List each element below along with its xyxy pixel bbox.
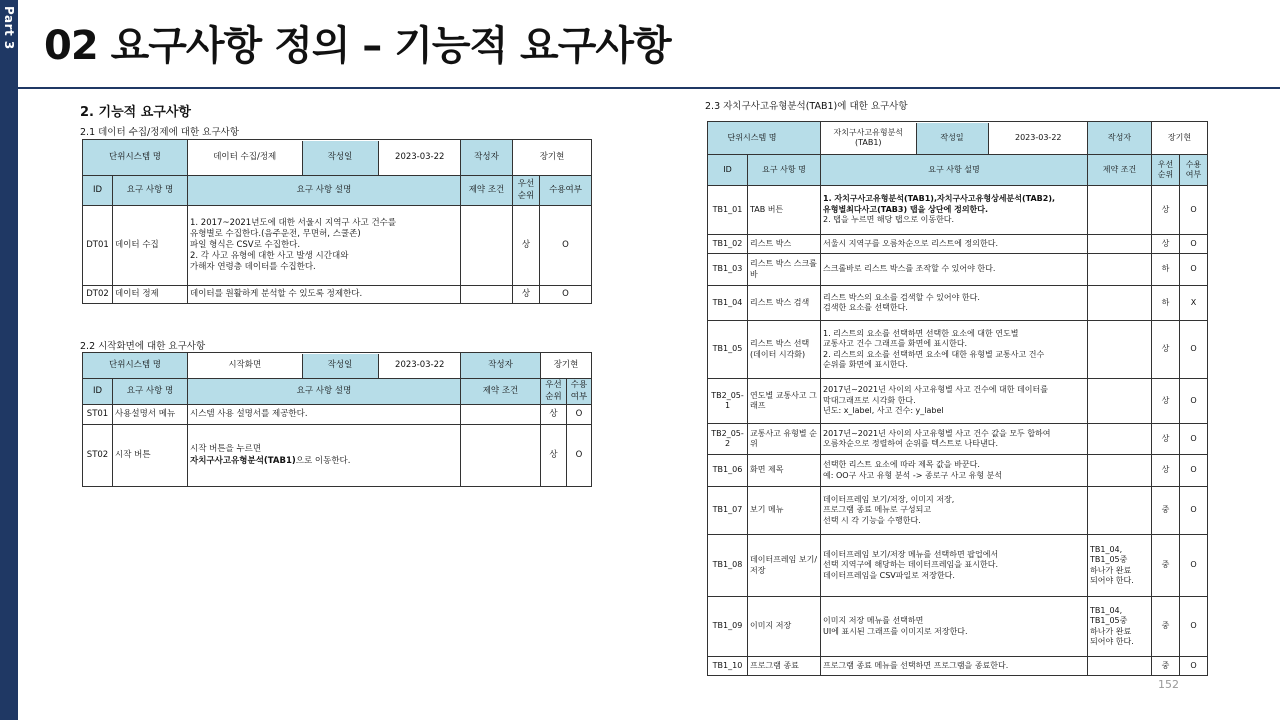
col-name: 요구 사항 명 — [113, 176, 188, 206]
table-row: TB2_05-2 교통사고 유형별 순위 2017년~2021년 사이의 사고유형별 사고 건수 값을 모두 합하여 오름차순으로 정렬하여 순위를 텍스트로 나타낸다. 상 O — [708, 424, 1208, 455]
author-value: 장기현 — [513, 140, 592, 176]
table-row: TB1_07 보기 메뉴 데이터프레임 보기/저장, 이미지 저장, 프로그램 종료 메뉴로 구성되고 선택 시 각 기능을 수행한다. 중 O — [708, 487, 1208, 535]
table-row: TB1_04 리스트 박스 검색 리스트 박스의 요소를 검색할 수 있어야 한다. 검색한 요소를 선택한다. 하 X — [708, 286, 1208, 321]
table-row: TB1_01 TAB 버튼 1. 자치구사고유형분석(TAB1),자치구사고유형상세분석(TAB2), 유형별최다사고(TAB3) 탭을 상단에 정의한다. 2. 탭을 누르면 해당 탭으로 이동한다. 상 O — [708, 186, 1208, 235]
table-row: ST02 시작 버튼 시작 버튼을 누르면 자치구사고유형분석(TAB1)으로 이동한다. 상 O — [83, 425, 592, 487]
col-desc: 요구 사항 설명 — [188, 176, 461, 206]
table-row: TB1_02 리스트 박스 서울시 지역구를 오름차순으로 리스트에 정의한다. 상 O — [708, 235, 1208, 254]
col-id: ID — [83, 176, 113, 206]
table-row: ST01 사용설명서 메뉴 시스템 사용 설명서를 제공한다. 상 O — [83, 405, 592, 425]
table-meta-row: 단위시스템 명 시작화면 작성일 2023-03-22 작성자 장기현 — [83, 353, 592, 379]
page-number: 152 — [1158, 678, 1179, 691]
table-meta-row: 단위시스템 명 자치구사고유형분석(TAB1) 작성일 2023-03-22 작성자 장기현 — [708, 122, 1208, 155]
table-header-row: ID 요구 사항 명 요구 사항 설명 제약 조건 우선 순위 수용 여부 — [708, 155, 1208, 186]
table-row: TB1_06 화면 제목 선택한 리스트 요소에 따라 제목 값을 바꾼다. 예: OO구 사고 유형 분석 -> 종로구 사고 유형 분석 상 O — [708, 455, 1208, 487]
section-heading: 2. 기능적 요구사항 — [80, 105, 191, 120]
part-label: Part 3 — [2, 6, 16, 50]
requirements-table-data — [82, 139, 592, 304]
table-header-row — [83, 176, 592, 206]
table-header-row: ID 요구 사항 명 요구 사항 설명 제약 조건 우선 순위 수용 여부 — [83, 379, 592, 405]
col-priority: 우선 순위 — [513, 176, 540, 206]
table-meta-row — [83, 140, 592, 176]
table-row: TB1_08 데이터프레임 보기/저장 데이터프레임 보기/저장 메뉴를 선택하면 팝업에서 선택 지역구에 해당하는 데이터프레임을 표시한다. 데이터프레임을 CSV파일로 저장한다. TB1_04, TB1_05중 하나가 완료 되어야 한다. 중 O — [708, 535, 1208, 597]
subheading-2-2: 2.2 시작화면에 대한 요구사항 — [80, 341, 206, 352]
table-row: TB1_10 프로그램 종료 프로그램 종료 메뉴를 선택하면 프로그램을 종료한다. 중 O — [708, 657, 1208, 676]
col-accept: 수용여부 — [540, 176, 592, 206]
table-row: TB1_03 리스트 박스 스크롤바 스크롤바로 리스트 박스를 조작할 수 있어야 한다. 하 O — [708, 254, 1208, 286]
table-row: TB2_05-1 연도별 교통사고 그래프 2017년~2021년 사이의 사고유형별 사고 건수에 대한 데이터를 막대그래프로 시각화 한다. 년도: x_label, 사고 건수: y_label 상 O — [708, 379, 1208, 424]
requirements-table-tab1 — [707, 121, 1208, 676]
table-row: TB1_09 이미지 저장 이미지 저장 메뉴를 선택하면 UI에 표시된 그래프를 이미지로 저장한다. TB1_04, TB1_05중 하나가 완료 되어야 한다. 중 O — [708, 597, 1208, 657]
date-value: 2023-03-22 — [395, 151, 445, 162]
date-label: 작성일 — [302, 141, 378, 175]
subheading-2-1: 2.1 데이터 수집/정제에 대한 요구사항 — [80, 127, 239, 138]
part-sidebar — [0, 0, 18, 720]
author-label: 작성자 — [461, 140, 513, 176]
page-title: 02 요구사항 정의 – 기능적 요구사항 — [44, 23, 671, 69]
table-row: TB1_05 리스트 박스 선택 (데이터 시각화) 1. 리스트의 요소를 선택하면 선택한 요소에 대한 연도별 교통사고 건수 그래프를 화면에 표시한다. 2. 리스트의 요소를 선택하면 요소에 대한 유형별 교통사고 건수 순위를 화면에 표시한다. 상 O — [708, 321, 1208, 379]
table-row: DT01 데이터 수집 1. 2017~2021년도에 대한 서울시 지역구 사고 건수를 유형별로 수집한다.(음주운전, 무면허, 스쿨존) 파일 형식은 CSV로 수집한다. 2. 각 사고 유형에 대한 사고 발생 시간대와 가해자 연령층 데이터를 수집한다. 상 O — [83, 206, 592, 286]
col-constraint: 제약 조건 — [461, 176, 513, 206]
title-divider — [18, 87, 1280, 89]
unit-label: 단위시스템 명 — [83, 140, 188, 176]
unit-value: 데이터 수집/정제 — [188, 141, 302, 175]
requirements-table-start — [82, 352, 592, 487]
table-row: DT02 데이터 정제 데이터를 원활하게 분석할 수 있도록 정제한다. 상 O — [83, 286, 592, 304]
subheading-2-3: 2.3 자치구사고유형분석(TAB1)에 대한 요구사항 — [705, 101, 908, 112]
